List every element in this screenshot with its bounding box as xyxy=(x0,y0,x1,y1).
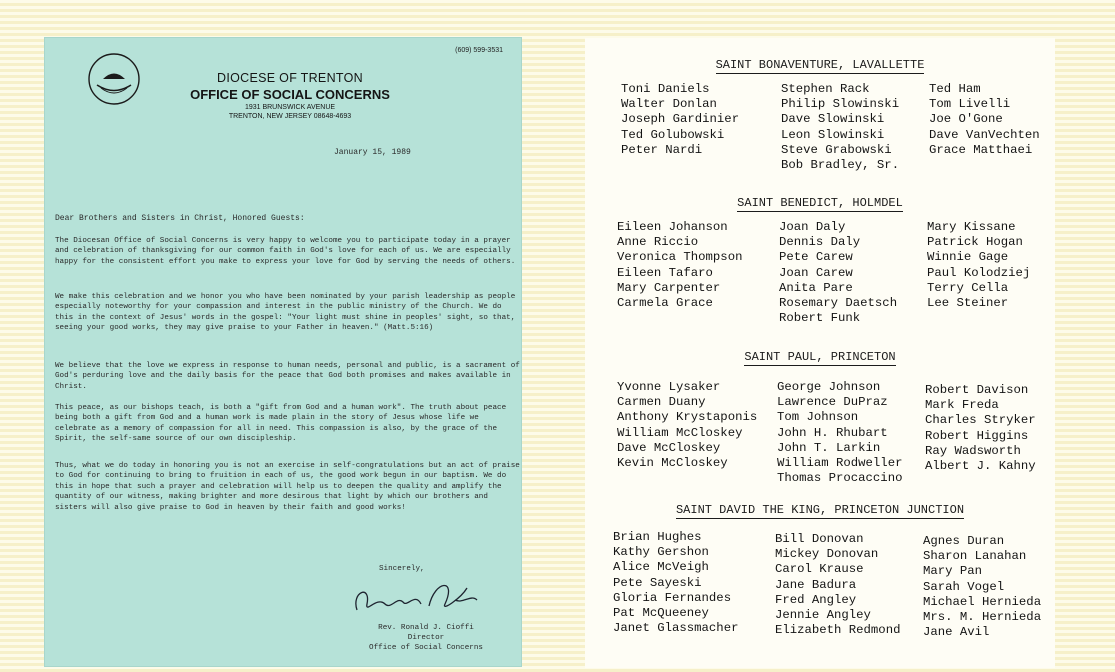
honoree-name: Anthony Krystaponis xyxy=(617,410,758,425)
honoree-name: Mickey Donovan xyxy=(775,547,879,562)
honoree-name: Robert Funk xyxy=(779,311,861,326)
parish-heading: SAINT DAVID THE KING, PRINCETON JUNCTION xyxy=(675,503,965,517)
name-column xyxy=(775,532,900,638)
honoree-name: Albert J. Kahny xyxy=(925,458,1036,473)
honoree-name: Carol Krause xyxy=(775,562,864,577)
name-column xyxy=(617,380,757,471)
honoree-name: Fred Angley xyxy=(775,592,857,607)
honoree-name: Jane Badura xyxy=(775,577,857,592)
honoree-name: John T. Larkin xyxy=(777,440,881,455)
honoree-name: Joan Daly xyxy=(779,220,846,234)
name-column xyxy=(927,220,1030,311)
honoree-name: Peter Nardi xyxy=(621,142,703,157)
closing: Sincerely, xyxy=(379,565,425,573)
honoree-name: Robert Higgins xyxy=(925,428,1029,443)
letter-paragraph: This peace, as our bishops teach, is both a "gift from God and a human work". The truth about peace being both a gift from God and a human work is made plain in the story of Jesus whose life we celebrate as a memory of compassion for all in need. This compassion is also, by the grace of the Spirit, the self-same source of our own discipleship. xyxy=(55,404,507,444)
office-name: OFFICE OF SOCIAL CONCERNS xyxy=(190,87,390,102)
honoree-name: Kathy Gershon xyxy=(613,545,709,560)
honoree-name: Joseph Gardinier xyxy=(621,112,740,127)
signer-title: Director xyxy=(407,634,445,642)
program-page xyxy=(585,38,1055,668)
honoree-name: Veronica Thompson xyxy=(617,250,743,265)
honoree-name: Eileen Johanson xyxy=(617,220,728,234)
honoree-name: Stephen Rack xyxy=(781,82,870,96)
honoree-name: Sarah Vogel xyxy=(923,579,1005,594)
diocese-name: DIOCESE OF TRENTON xyxy=(217,71,363,85)
name-column xyxy=(925,383,1036,474)
parish-heading: SAINT BENEDICT, HOLMDEL xyxy=(737,196,903,210)
honoree-name: Bill Donovan xyxy=(775,532,864,546)
letter-paragraph: The Diocesan Office of Social Concerns is very happy to welcome you to participate today in a prayer and celebration of thanksgiving for our common faith in God's love for each of us. We are especially happy for the consistent effort you make to express your love for God by serving the needs of others. xyxy=(55,237,516,266)
honoree-name: Ray Wadsworth xyxy=(925,443,1021,458)
honoree-name: Kevin McCloskey xyxy=(617,455,728,470)
honoree-name: Philip Slowinski xyxy=(781,97,900,112)
honoree-name: Pete Carew xyxy=(779,250,853,265)
letter-date: January 15, 1989 xyxy=(334,148,411,157)
letter-paragraph: We make this celebration and we honor you who have been nominated by your parish leadership as people especially noteworthy for your compassion and interest in the public ministry of the Church. We do this in the context of Jesus' words in the gospel: "Your light must shine in peoples' sight, so that, seeing your good works, they may give praise to your Father in heaven." (Matt.5:16) xyxy=(55,293,516,333)
name-column xyxy=(929,82,1040,158)
honoree-name: Mrs. M. Hernieda xyxy=(923,609,1042,624)
honoree-name: Charles Stryker xyxy=(925,413,1036,428)
honoree-name: Yvonne Lysaker xyxy=(617,380,721,394)
honoree-name: Terry Cella xyxy=(927,280,1009,295)
honoree-name: William Rodweller xyxy=(777,455,903,470)
name-column xyxy=(617,220,742,311)
honoree-name: Ted Golubowski xyxy=(621,127,725,142)
name-column xyxy=(781,82,899,173)
honoree-name: Dave VanVechten xyxy=(929,127,1040,142)
address-line-2: TRENTON, NEW JERSEY 08648-4693 xyxy=(228,113,352,120)
honoree-name: Agnes Duran xyxy=(923,534,1005,548)
honoree-name: Carmen Duany xyxy=(617,395,706,410)
letter-page xyxy=(45,38,521,666)
honoree-name: William McCloskey xyxy=(617,425,743,440)
name-column xyxy=(613,530,738,636)
honoree-name: Winnie Gage xyxy=(927,250,1009,265)
honoree-name: Robert Davison xyxy=(925,383,1029,397)
honoree-name: Alice McVeigh xyxy=(613,560,709,575)
name-column xyxy=(621,82,739,158)
honoree-name: Mary Pan xyxy=(923,564,983,579)
honoree-name: Lee Steiner xyxy=(927,295,1009,310)
handwritten-signature xyxy=(345,574,485,624)
letter-paragraph: Thus, what we do today in honoring you is not an exercise in self-congratulations but an act of praise to God for continuing to bring to fruition in each of us, the good work begun in our baptism. We do this in hope that such a prayer and celebration will help us to deepen the quality and amplify the quantity of our witness, making brighter and more desirous that light by which our brothers and sisters will also give praise to God in heaven by their faith and good works! xyxy=(55,462,520,512)
honoree-name: Paul Kolodziej xyxy=(927,265,1031,280)
honoree-name: Rosemary Daetsch xyxy=(779,295,898,310)
honoree-name: Sharon Lanahan xyxy=(923,549,1027,564)
letterhead xyxy=(165,71,415,120)
honoree-name: John H. Rhubart xyxy=(777,425,888,440)
honoree-name: Pete Sayeski xyxy=(613,575,702,590)
honoree-name: George Johnson xyxy=(777,380,881,394)
honoree-name: Patrick Hogan xyxy=(927,235,1023,250)
honoree-name: Michael Hernieda xyxy=(923,594,1042,609)
honoree-name: Elizabeth Redmond xyxy=(775,623,901,638)
honoree-name: Dave Slowinski xyxy=(781,112,885,127)
name-column xyxy=(779,220,897,326)
honoree-name: Thomas Procaccino xyxy=(777,471,903,486)
honoree-name: Anne Riccio xyxy=(617,235,699,250)
signer-name: Rev. Ronald J. Cioffi xyxy=(378,624,474,632)
honoree-name: Mary Kissane xyxy=(927,220,1016,234)
signer-block xyxy=(351,623,501,653)
honoree-name: Dennis Daly xyxy=(779,235,861,250)
honoree-name: Walter Donlan xyxy=(621,97,717,112)
phone-number: (609) 599-3531 xyxy=(455,47,503,54)
honoree-name: Jane Avil xyxy=(923,625,990,640)
honoree-name: Tom Livelli xyxy=(929,97,1011,112)
diocese-logo-icon xyxy=(87,52,141,106)
honoree-name: Janet Glassmacher xyxy=(613,621,739,636)
honoree-name: Lawrence DuPraz xyxy=(777,395,888,410)
honoree-name: Anita Pare xyxy=(779,280,853,295)
letter-paragraph: We believe that the love we express in response to human needs, personal and public, is a sacrament of God's perduring love and the daily basis for the peace that God both promises and makes available in Christ. xyxy=(55,362,520,391)
honoree-name: Steve Grabowski xyxy=(781,142,892,157)
honoree-name: Pat McQueeney xyxy=(613,605,709,620)
honoree-name: Joe O'Gone xyxy=(929,112,1003,127)
honoree-name: Joan Carew xyxy=(779,265,853,280)
honoree-name: Brian Hughes xyxy=(613,530,702,544)
honoree-name: Grace Matthaei xyxy=(929,142,1033,157)
honoree-name: Bob Bradley, Sr. xyxy=(781,157,900,172)
honoree-name: Mark Freda xyxy=(925,398,999,413)
honoree-name: Carmela Grace xyxy=(617,295,713,310)
honoree-name: Ted Ham xyxy=(929,82,981,96)
honoree-name: Leon Slowinski xyxy=(781,127,885,142)
honoree-name: Eileen Tafaro xyxy=(617,265,713,280)
honoree-name: Gloria Fernandes xyxy=(613,590,732,605)
signer-office: Office of Social Concerns xyxy=(369,644,483,652)
honoree-name: Dave McCloskey xyxy=(617,440,721,455)
name-column xyxy=(777,380,902,486)
name-column xyxy=(923,534,1041,640)
honoree-name: Toni Daniels xyxy=(621,82,710,96)
honoree-name: Mary Carpenter xyxy=(617,280,721,295)
honoree-name: Tom Johnson xyxy=(777,410,859,425)
salutation: Dear Brothers and Sisters in Christ, Honored Guests: xyxy=(55,214,305,223)
address-line-1: 1931 BRUNSWICK AVENUE xyxy=(244,104,336,111)
parish-heading: SAINT BONAVENTURE, LAVALLETTE xyxy=(715,58,925,72)
parish-heading: SAINT PAUL, PRINCETON xyxy=(744,350,896,364)
honoree-name: Jennie Angley xyxy=(775,607,871,622)
